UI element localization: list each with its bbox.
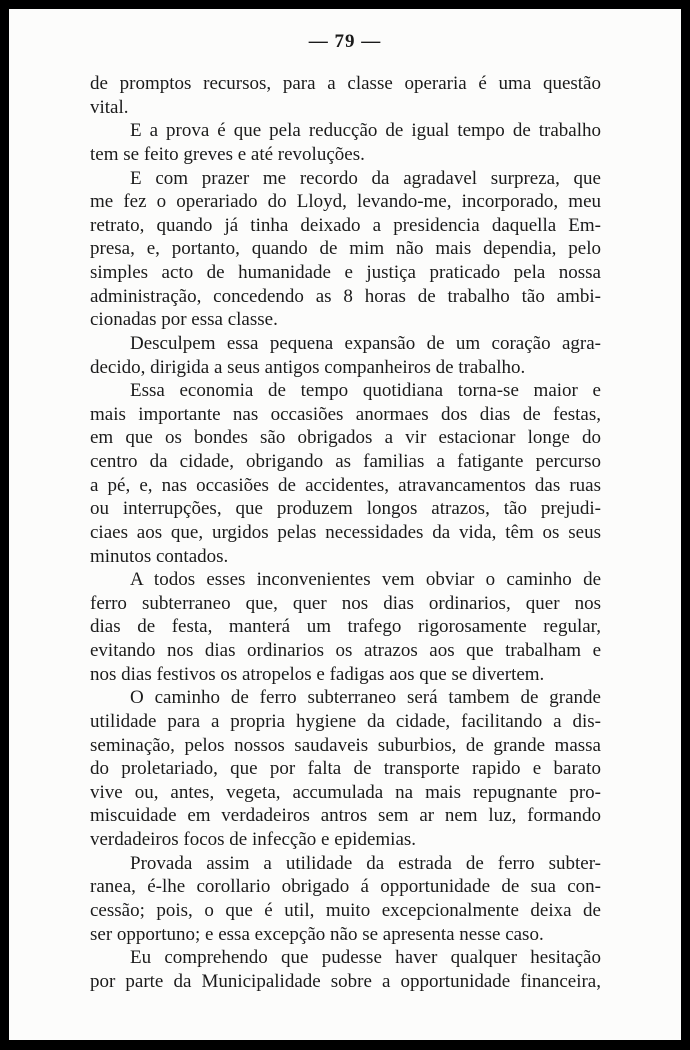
text-line: seminação, pelos nossos saudaveis suburbios, de grande massa: [90, 734, 601, 756]
text-line: vive ou, antes, vegeta, accumulada na mais repugnante pro-: [90, 781, 601, 803]
text-line: E com prazer me recordo da agradavel surpreza, que: [130, 167, 601, 189]
text-line: E a prova é que pela reducção de igual tempo de trabalho: [130, 120, 601, 142]
text-line: nos dias festivos os atropelos e fadigas aos que se divertem.: [90, 663, 545, 685]
text-line: O caminho de ferro subterraneo será tambem de grande: [130, 687, 601, 709]
text-line: Desculpem essa pequena expansão de um coração agra-: [130, 332, 601, 354]
text-line: tem se feito greves e até revoluções.: [90, 143, 365, 165]
text-line: a pé, e, nas occasiões de accidentes, atravancamentos das ruas: [90, 474, 601, 496]
page-number: — 79 —: [308, 31, 382, 52]
paragraph: [90, 167, 601, 332]
text-line: de promptos recursos, para a classe operaria é uma questão: [90, 73, 601, 94]
paragraph: [90, 119, 601, 166]
paragraph: [90, 72, 601, 119]
text-line: ser opportuno; e essa excepção não se apresenta nesse caso.: [90, 923, 544, 945]
text-line: ranea, é-lhe corollario obrigado á opportunidade de sua con-: [90, 876, 601, 898]
text-line: retrato, quando já tinha deixado a presidencia daquella Em-: [90, 214, 601, 236]
text-line: A todos esses inconvenientes vem obviar o caminho de: [130, 569, 601, 591]
text-line: dias de festa, manterá um trafego rigorosamente regular,: [90, 616, 601, 638]
text-line: ciaes aos que, urgidos pelas necessidades da vida, têm os seus: [90, 521, 601, 543]
text-line: administração, concedendo as 8 horas de trabalho tão ambi-: [90, 285, 601, 307]
text-line: cionadas por essa classe.: [90, 309, 278, 331]
text-line: vital.: [90, 96, 129, 118]
paragraph: [90, 946, 601, 993]
text-line: do proletariado, que por falta de transporte rapido e barato: [90, 758, 601, 780]
text-line: cessão; pois, o que é util, muito excepcionalmente deixa de: [90, 899, 601, 921]
paragraph: [90, 686, 601, 851]
text-line: simples acto de humanidade e justiça praticado pela nossa: [90, 262, 601, 283]
book-page: [9, 9, 681, 1040]
text-line: me fez o operariado do Lloyd, levando-me, incorporado, meu: [90, 191, 601, 213]
text-line: Provada assim a utilidade da estrada de ferro subter-: [130, 852, 601, 874]
text-line: ou interrupções, que produzem longos atrazos, tão prejudi-: [90, 498, 601, 520]
paragraph: [90, 379, 601, 568]
text-line: evitando nos dias ordinarios os atrazos aos que trabalham e: [90, 640, 601, 661]
text-line: centro da cidade, obrigando as familias a fatigante percurso: [90, 451, 601, 472]
text-line: Essa economia de tempo quotidiana torna-se maior e: [130, 380, 601, 402]
body-text: [90, 72, 601, 993]
text-line: miscuidade em verdadeiros antros sem ar nem luz, formando: [90, 805, 601, 827]
paragraph: [90, 568, 601, 686]
paragraph: [90, 332, 601, 379]
text-line: decido, dirigida a seus antigos companheiros de trabalho.: [90, 356, 526, 378]
text-line: presa, e, portanto, quando de mim não mais dependia, pelo: [90, 238, 601, 260]
text-line: em que os bondes são obrigados a vir estacionar longe do: [90, 427, 601, 449]
text-line: por parte da Municipalidade sobre a opportunidade financeira,: [90, 970, 601, 992]
text-line: Eu comprehendo que pudesse haver qualquer hesitação: [130, 947, 601, 969]
paragraph: [90, 852, 601, 947]
text-line: verdadeiros focos de infecção e epidemias.: [90, 829, 417, 850]
text-line: minutos contados.: [90, 545, 229, 567]
text-line: utilidade para a propria hygiene da cidade, facilitando a dis-: [90, 710, 601, 732]
text-line: mais importante nas occasiões anormaes dos dias de festas,: [90, 403, 601, 425]
text-line: ferro subterraneo que, quer nos dias ordinarios, quer nos: [90, 592, 601, 614]
